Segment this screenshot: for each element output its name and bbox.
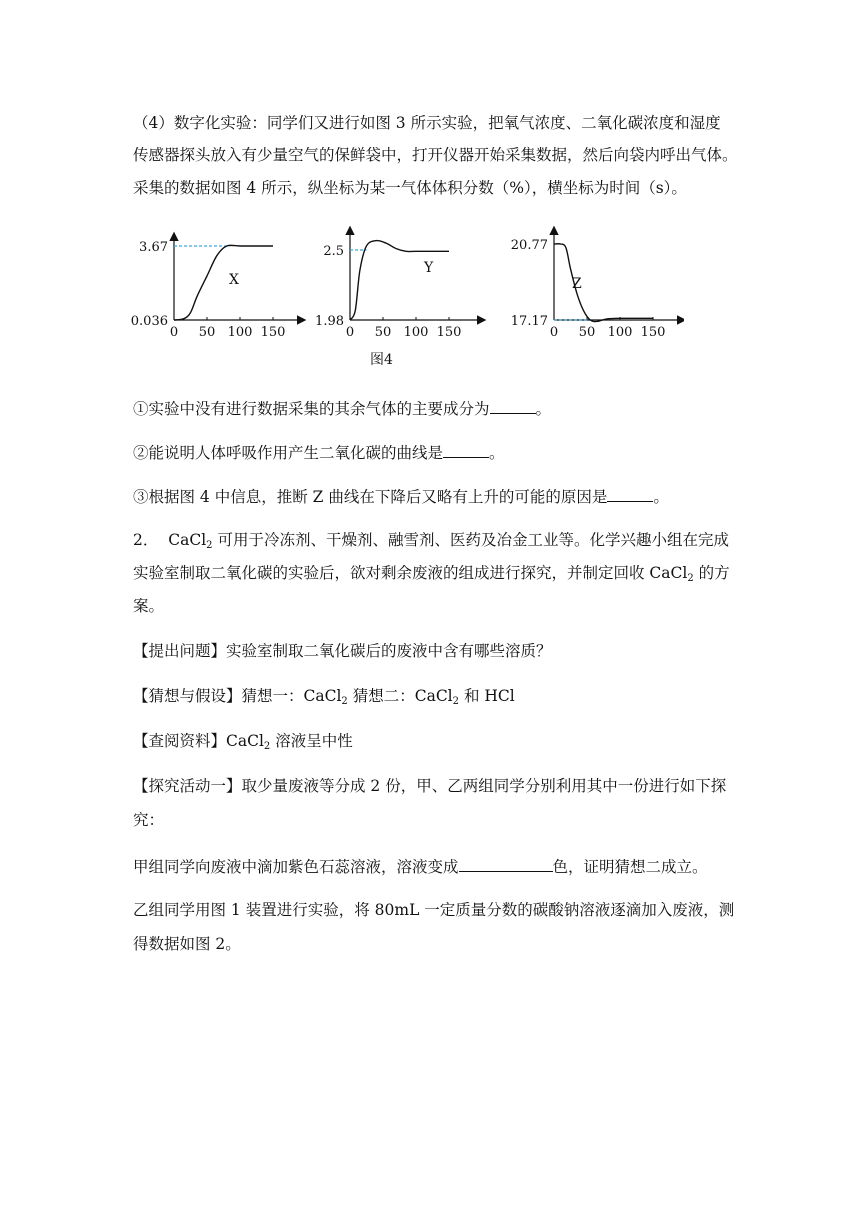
group-yi-line-1: 乙组同学用图 1 装置进行实验，将 80mL 一定质量分数的碳酸钠溶液逐滴加入废液，测 — [133, 901, 735, 919]
q4-intro-line-3: 采集的数据如图 4 所示，纵坐标为某一气体体积分数（%），横坐标为时间（s）。 — [133, 179, 687, 197]
q4-sub2-text: ②能说明人体呼吸作用产生二氧化碳的曲线是 — [133, 444, 444, 462]
subscript-2: 2 — [206, 540, 213, 551]
q4-intro-line-2: 传感器探头放入有少量空气的保鲜袋中，打开仪器开始采集数据，然后向袋内呼出气体。 — [133, 146, 738, 164]
group-yi-line-2: 得数据如图 2。 — [133, 935, 241, 953]
reference-end: 溶液呈中性 — [270, 732, 353, 750]
q2-line-1 — [133, 530, 729, 550]
activity-1-line-2: 究： — [133, 811, 165, 829]
subscript-2: 2 — [452, 696, 460, 707]
reference-text: 【查阅资料】CaCl — [133, 732, 264, 750]
figure-caption: 图4 — [370, 352, 393, 368]
x-tick-label: 150 — [640, 325, 666, 340]
subscript-2: 2 — [263, 741, 271, 752]
y-tick-label: 3.67 — [139, 240, 168, 255]
hypothesis-1: 【猜想与假设】猜想一：CaCl — [133, 687, 342, 705]
series-line-y — [350, 241, 449, 320]
q2-line-1-rest: 可用于冷冻剂、干燥剂、融雪剂、医药及冶金工业等。化学兴趣小组在完成 — [212, 531, 729, 549]
question-number: 2． — [133, 531, 159, 549]
y-tick-label: 2.5 — [323, 244, 344, 259]
q4-sub1-end: 。 — [535, 400, 552, 418]
answer-blank-1[interactable] — [490, 397, 536, 414]
q2-line-2 — [133, 563, 730, 583]
q4-sub3-end: 。 — [653, 488, 669, 506]
series-label: Z — [572, 276, 582, 292]
figure-4 — [124, 214, 684, 374]
q2-cacl-text: CaCl — [168, 531, 207, 549]
chart-z — [511, 228, 684, 340]
problem-statement: 【提出问题】实验室制取二氧化碳后的废液中含有哪些溶质？ — [133, 642, 552, 660]
q2-line-3: 案。 — [133, 597, 165, 615]
chart-y — [315, 228, 484, 340]
y-tick-label: 1.98 — [315, 314, 344, 329]
x-tick-label: 50 — [198, 325, 216, 340]
answer-blank-3[interactable] — [607, 485, 653, 502]
x-tick-label: 100 — [227, 325, 253, 340]
y-tick-label: 0.036 — [130, 314, 168, 329]
q4-sub-question-3 — [133, 485, 669, 507]
x-tick-label: 150 — [260, 325, 286, 340]
series-line-x — [174, 245, 273, 320]
subscript-2: 2 — [341, 696, 348, 707]
group-jia-end: 色，证明猜想二成立。 — [552, 858, 708, 876]
q4-sub-question-2 — [133, 441, 505, 463]
x-tick-label: 0 — [345, 325, 355, 340]
q2-line-2-end: 的方 — [693, 564, 730, 582]
q4-sub3-text: ③根据图 4 中信息，推断 Z 曲线在下降后又略有上升的可能的原因是 — [133, 488, 608, 506]
series-label: X — [229, 272, 239, 288]
y-tick-label: 20.77 — [510, 238, 548, 253]
answer-blank-color[interactable] — [459, 855, 553, 872]
series-line-z — [554, 244, 653, 322]
group-jia-line — [133, 855, 708, 877]
q4-sub2-end: 。 — [489, 444, 505, 462]
group-jia-text: 甲组同学向废液中滴加紫色石蕊溶液，溶液变成 — [133, 858, 459, 876]
hypothesis-2: 猜想二：CaCl — [347, 687, 453, 705]
x-tick-label: 100 — [403, 325, 429, 340]
q4-sub1-text: ①实验中没有进行数据采集的其余气体的主要成分为 — [133, 400, 490, 418]
q4-intro-line-1: （4）数字化实验：同学们又进行如图 3 所示实验，把氧气浓度、二氧化碳浓度和湿度 — [133, 114, 721, 132]
x-tick-label: 150 — [436, 325, 462, 340]
x-tick-label: 50 — [374, 325, 392, 340]
x-tick-label: 0 — [549, 325, 559, 340]
y-tick-label: 17.17 — [510, 314, 548, 329]
q4-sub-question-1 — [133, 397, 551, 419]
chart-x — [131, 234, 304, 340]
reference-info — [133, 731, 353, 751]
x-tick-label: 50 — [578, 325, 596, 340]
x-tick-label: 100 — [607, 325, 633, 340]
q2-line-2-text: 实验室制取二氧化碳的实验后，欲对剩余废液的组成进行探究，并制定回收 CaCl — [133, 564, 688, 582]
hypothesis — [133, 686, 515, 706]
subscript-2: 2 — [687, 573, 694, 584]
series-label: Y — [424, 260, 434, 276]
answer-blank-2[interactable] — [443, 441, 489, 458]
activity-1-line-1: 【探究活动一】取少量废液等分成 2 份，甲、乙两组同学分别利用其中一份进行如下探 — [133, 777, 727, 795]
hypothesis-2-end: 和 HCl — [459, 687, 515, 705]
x-tick-label: 0 — [169, 325, 179, 340]
